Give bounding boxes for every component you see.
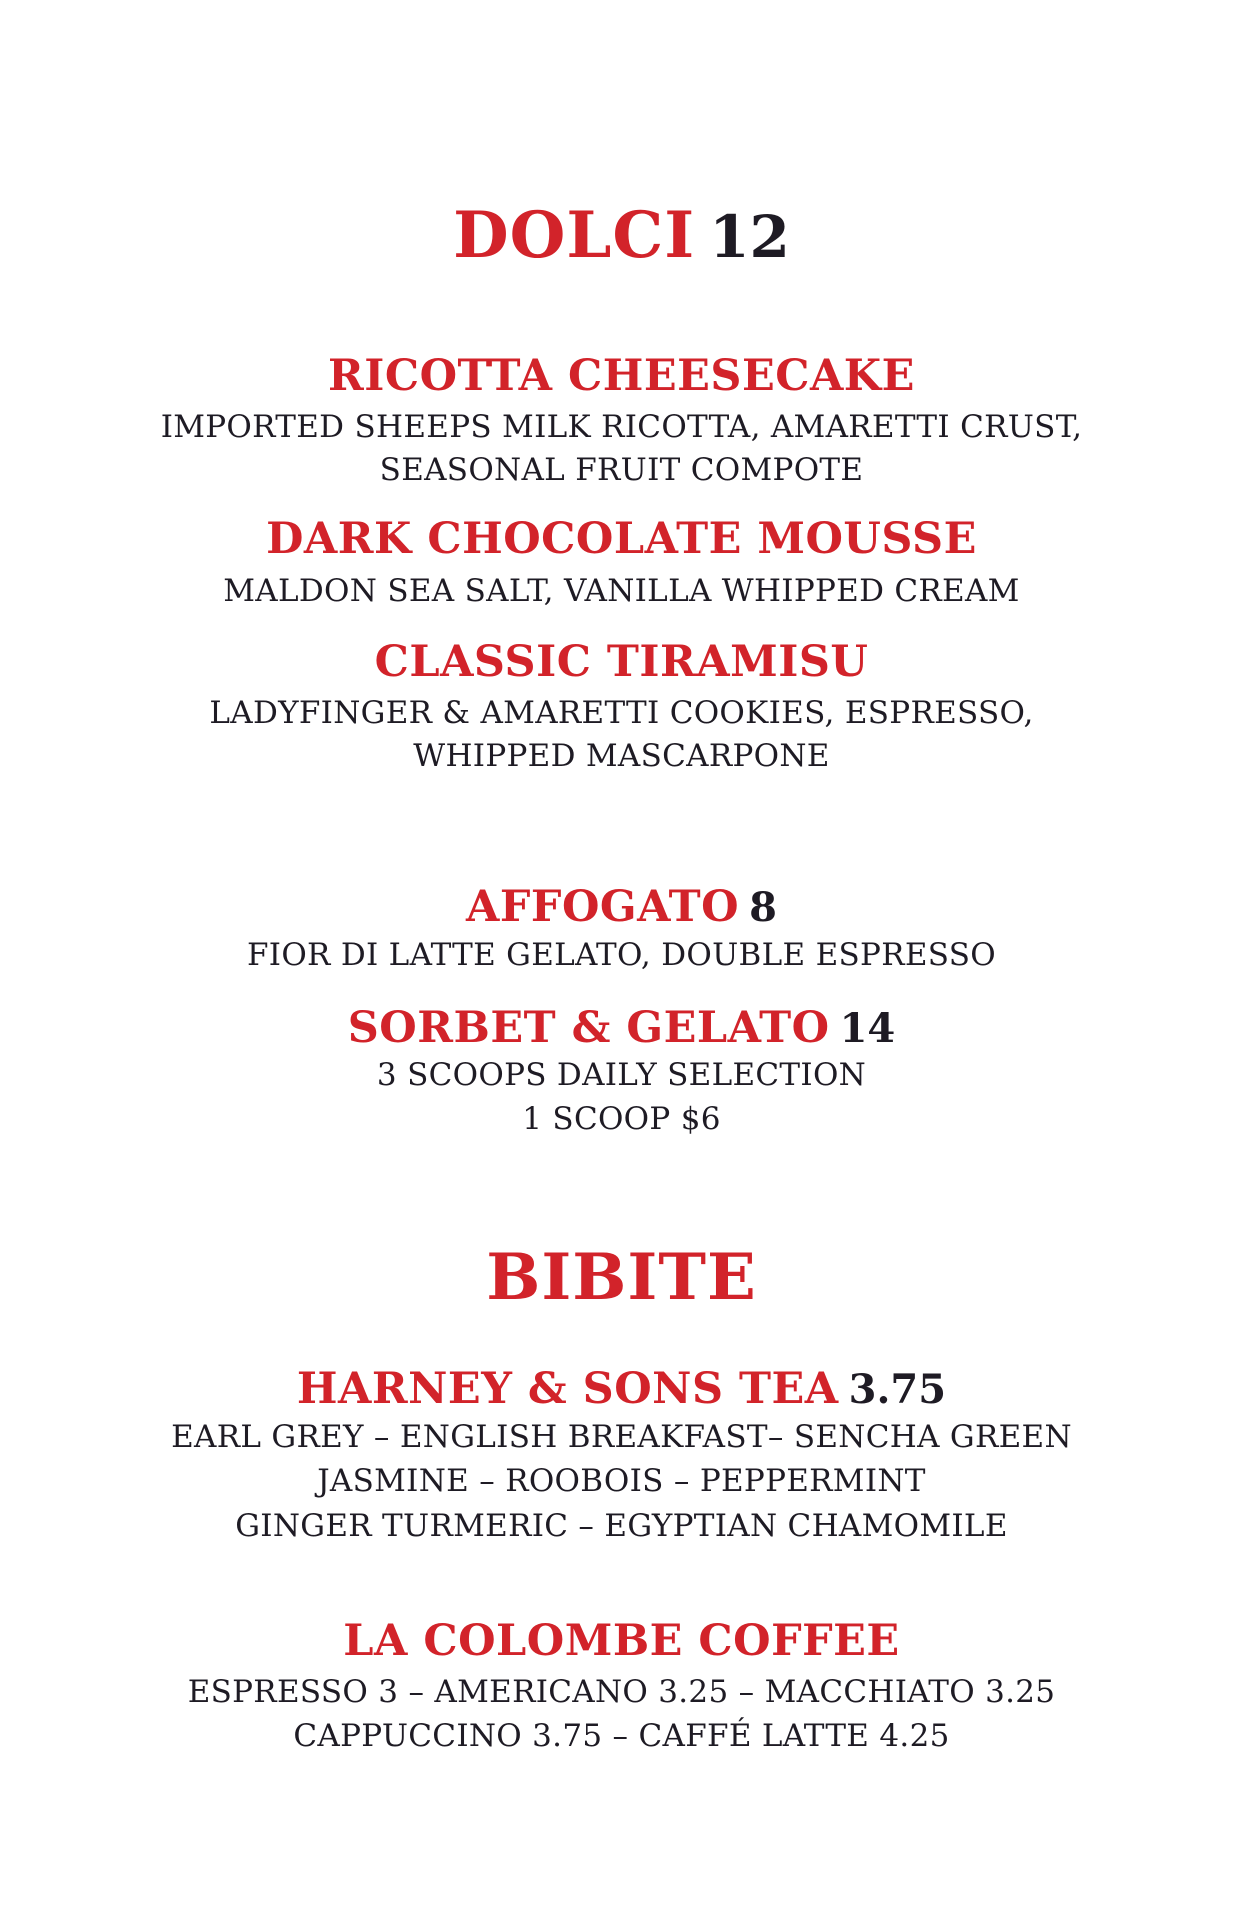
menu-item-description: MALDON SEA SALT, VANILLA WHIPPED CREAM [223,573,1020,609]
menu-item-name: AFFOGATO [466,882,740,932]
menu-item-ricotta-cheesecake: RICOTTA CHEESECAKE [328,351,915,401]
menu-item-description: SEASONAL FRUIT COMPOTE [379,452,864,488]
menu-item-name: SORBET & GELATO [347,1003,830,1053]
menu-item-description: 1 SCOOP $6 [522,1101,721,1137]
menu-item-dark-chocolate-mousse: DARK CHOCOLATE MOUSSE [266,514,977,564]
dolci-price: 12 [709,203,790,271]
dolci-header [0,198,1243,273]
menu-item-sorbet-gelato [0,1005,1243,1052]
bibite-title: BIBITE [486,1240,757,1315]
menu-item-name: HARNEY & SONS TEA [296,1364,839,1414]
menu-item-description: LADYFINGER & AMARETTI COOKIES, ESPRESSO, [209,695,1034,731]
menu-item-description: CAPPUCCINO 3.75 – CAFFÉ LATTE 4.25 [293,1718,950,1754]
menu-item-la-colombe-coffee: LA COLOMBE COFFEE [343,1616,900,1666]
menu-item-price: 14 [839,1005,896,1052]
menu-item-description: WHIPPED MASCARPONE [413,738,830,774]
menu-item-description: FIOR DI LATTE GELATO, DOUBLE ESPRESSO [246,937,997,973]
menu-item-description: EARL GREY – ENGLISH BREAKFAST– SENCHA GREEN [171,1419,1072,1455]
menu-item-description: GINGER TURMERIC – EGYPTIAN CHAMOMILE [235,1508,1008,1544]
menu-item-affogato [0,884,1243,931]
menu-item-harney-sons-tea [0,1366,1243,1413]
menu-item-price: 8 [749,884,777,931]
menu-item-description: ESPRESSO 3 – AMERICANO 3.25 – MACCHIATO 3.25 [187,1674,1056,1710]
menu-item-description: IMPORTED SHEEPS MILK RICOTTA, AMARETTI CRUST, [160,409,1083,445]
menu-item-price: 3.75 [848,1366,947,1413]
menu-item-description: 3 SCOOPS DAILY SELECTION [376,1057,867,1093]
dolci-title: DOLCI [453,198,696,273]
menu-item-description: JASMINE – ROOBOIS – PEPPERMINT [317,1463,926,1499]
menu-item-classic-tiramisu: CLASSIC TIRAMISU [374,637,869,687]
